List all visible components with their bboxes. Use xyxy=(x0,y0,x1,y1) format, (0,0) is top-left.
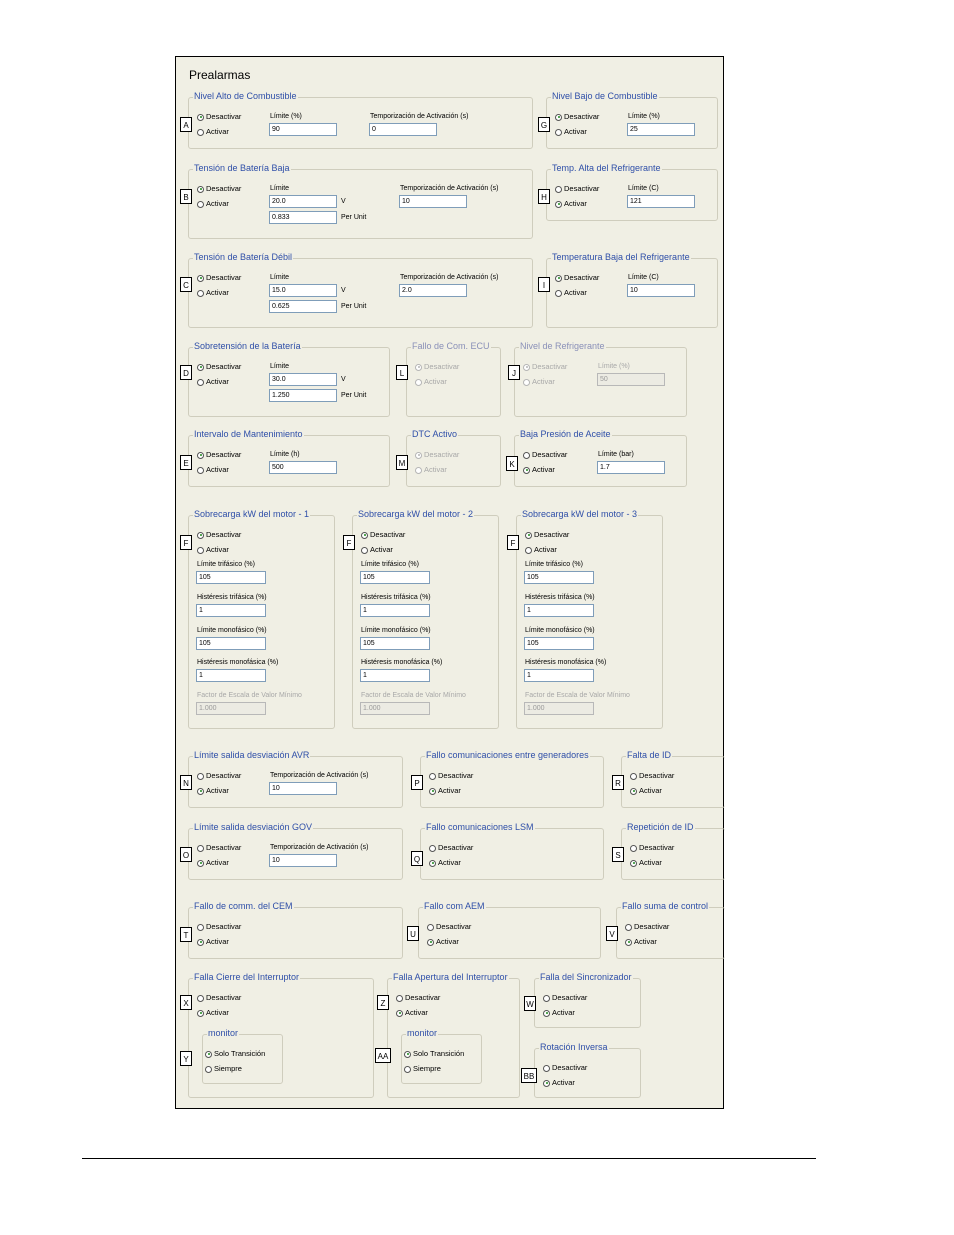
callout-n: N xyxy=(180,775,192,790)
limit-label: Límite (C) xyxy=(628,274,659,281)
radio-selected-icon xyxy=(197,364,204,371)
desactivar-radio[interactable]: Desactivar xyxy=(427,922,471,932)
delay-label: Temporización de Activación (s) xyxy=(400,185,499,192)
group-title: Nivel de Refrigerante xyxy=(520,341,605,351)
hyst-1ph-label: Histéresis monofásica (%) xyxy=(525,659,607,666)
activar-radio[interactable]: Activar xyxy=(555,127,587,137)
radio-empty-icon xyxy=(197,924,204,931)
radio-selected-icon xyxy=(415,452,422,459)
group-title: Fallo de comm. del CEM xyxy=(194,901,293,911)
limit-1ph-input[interactable]: 105 xyxy=(524,637,594,650)
per-unit-input[interactable]: 0.833 xyxy=(269,211,337,224)
per-unit-input[interactable]: 1.250 xyxy=(269,389,337,402)
limit-input[interactable]: 15.0 xyxy=(269,284,337,297)
activar-radio[interactable]: Activar xyxy=(555,199,587,209)
callout-l: L xyxy=(396,365,408,380)
radio-empty-icon xyxy=(361,547,368,554)
radio-selected-icon xyxy=(555,201,562,208)
callout-b: B xyxy=(180,189,192,204)
scale-factor-input: 1.000 xyxy=(524,702,594,715)
callout-t: T xyxy=(180,927,192,942)
limit-label: Límite xyxy=(270,363,290,370)
volt-unit: V xyxy=(341,376,346,383)
limit-input[interactable]: 1.7 xyxy=(597,461,665,474)
group-kw-1 xyxy=(188,509,335,729)
hyst-3ph-input[interactable]: 1 xyxy=(196,604,266,617)
radio-empty-icon xyxy=(197,547,204,554)
siempre-radio[interactable]: Siempre xyxy=(404,1064,441,1074)
callout-f-1: F xyxy=(180,535,192,550)
callout-j: J xyxy=(508,365,520,380)
radio-empty-icon xyxy=(427,924,434,931)
activar-radio[interactable]: Activar xyxy=(523,465,555,475)
limit-3ph-input[interactable]: 105 xyxy=(360,571,430,584)
activar-radio[interactable]: Activar xyxy=(197,199,229,209)
activar-radio[interactable]: Activar xyxy=(429,858,461,868)
group-title: Fallo de Com. ECU xyxy=(412,341,490,351)
group-falla-cierre xyxy=(188,972,374,1098)
callout-d: D xyxy=(180,365,192,380)
radio-empty-icon xyxy=(197,201,204,208)
limit-1ph-label: Límite monofásico (%) xyxy=(197,627,267,634)
delay-input[interactable]: 0 xyxy=(369,123,437,136)
radio-selected-icon xyxy=(415,364,422,371)
activar-radio[interactable]: Activar xyxy=(197,937,229,947)
group-presion-aceite xyxy=(514,429,687,487)
callout-bb: BB xyxy=(521,1068,537,1083)
radio-selected-icon xyxy=(197,860,204,867)
group-temp-baja xyxy=(546,252,718,328)
group-fallo-generadores xyxy=(420,750,604,808)
group-title: Repetición de ID xyxy=(627,822,694,832)
callout-f-3: F xyxy=(507,535,519,550)
radio-empty-icon xyxy=(197,467,204,474)
radio-empty-icon xyxy=(543,1065,550,1072)
delay-label: Temporización de Activación (s) xyxy=(270,772,369,779)
group-title: Intervalo de Mantenimiento xyxy=(194,429,303,439)
radio-selected-icon xyxy=(429,860,436,867)
callout-i: I xyxy=(538,277,550,292)
group-fallo-ecu xyxy=(406,341,501,417)
group-avr xyxy=(188,750,403,808)
group-title: Límite salida desviación AVR xyxy=(194,750,310,760)
activar-radio[interactable]: Activar xyxy=(197,127,229,137)
hyst-3ph-label: Histéresis trifásica (%) xyxy=(525,594,595,601)
group-title: Fallo comunicaciones LSM xyxy=(426,822,534,832)
desactivar-radio[interactable]: Desactivar xyxy=(543,1063,587,1073)
desactivar-radio: Desactivar xyxy=(415,450,459,460)
limit-3ph-input[interactable]: 105 xyxy=(196,571,266,584)
delay-label: Temporización de Activación (s) xyxy=(400,274,499,281)
solo-transicion-radio[interactable]: Solo Transición xyxy=(205,1049,265,1059)
limit-input[interactable]: 25 xyxy=(627,123,695,136)
callout-c: C xyxy=(180,277,192,292)
radio-empty-icon xyxy=(396,995,403,1002)
callout-p: P xyxy=(411,775,423,790)
activar-radio[interactable]: Activar xyxy=(197,377,229,387)
scale-factor-label: Factor de Escala de Valor Mínimo xyxy=(361,692,466,699)
group-temp-alta xyxy=(546,163,718,221)
activar-radio[interactable]: Activar xyxy=(197,858,229,868)
radio-selected-icon xyxy=(543,1010,550,1017)
limit-3ph-label: Límite trifásico (%) xyxy=(197,561,255,568)
limit-input[interactable]: 30.0 xyxy=(269,373,337,386)
activar-radio: Activar xyxy=(415,465,447,475)
group-repeticion-id xyxy=(621,822,725,880)
limit-1ph-label: Límite monofásico (%) xyxy=(525,627,595,634)
group-bateria-debil xyxy=(188,252,533,328)
activar-radio[interactable]: Activar xyxy=(543,1008,575,1018)
desactivar-radio[interactable]: Desactivar xyxy=(429,843,473,853)
group-title: monitor xyxy=(407,1028,438,1038)
delay-input[interactable]: 10 xyxy=(269,854,337,867)
callout-k: K xyxy=(506,456,518,471)
group-monitor xyxy=(202,1028,283,1084)
activar-radio[interactable]: Activar xyxy=(197,786,229,796)
limit-1ph-input[interactable]: 105 xyxy=(360,637,430,650)
activar-radio[interactable]: Activar xyxy=(197,545,229,555)
delay-label: Temporización de Activación (s) xyxy=(370,113,469,120)
desactivar-radio[interactable]: Desactivar xyxy=(197,993,241,1003)
desactivar-radio: Desactivar xyxy=(415,362,459,372)
desactivar-radio[interactable]: Desactivar xyxy=(625,922,669,932)
group-title: Fallo comunicaciones entre generadores xyxy=(426,750,589,760)
activar-radio[interactable]: Activar xyxy=(429,786,461,796)
callout-e: E xyxy=(180,455,192,470)
callout-aa: AA xyxy=(375,1048,391,1063)
scale-factor-label: Factor de Escala de Valor Mínimo xyxy=(197,692,302,699)
group-title: Sobrecarga kW del motor - 1 xyxy=(194,509,310,519)
radio-selected-icon xyxy=(197,114,204,121)
callout-f-2: F xyxy=(343,535,355,550)
desactivar-radio[interactable]: Desactivar xyxy=(197,112,241,122)
radio-empty-icon xyxy=(523,379,530,386)
radio-empty-icon xyxy=(197,773,204,780)
callout-z: Z xyxy=(377,995,389,1010)
radio-empty-icon xyxy=(555,186,562,193)
radio-selected-icon xyxy=(361,532,368,539)
delay-input[interactable]: 2.0 xyxy=(399,284,467,297)
callout-g: G xyxy=(538,117,550,132)
callout-h: H xyxy=(538,189,550,204)
hyst-1ph-input[interactable]: 1 xyxy=(360,669,430,682)
limit-1ph-input[interactable]: 105 xyxy=(196,637,266,650)
callout-x: X xyxy=(180,995,192,1010)
radio-empty-icon xyxy=(555,129,562,136)
radio-empty-icon xyxy=(630,845,637,852)
hyst-1ph-input[interactable]: 1 xyxy=(524,669,594,682)
per-unit-label: Per Unit xyxy=(341,303,367,310)
desactivar-radio[interactable]: Desactivar xyxy=(197,273,241,283)
callout-o: O xyxy=(180,847,192,862)
desactivar-radio[interactable]: Desactivar xyxy=(555,112,599,122)
callout-a: A xyxy=(180,117,192,132)
radio-selected-icon xyxy=(523,364,530,371)
radio-empty-icon xyxy=(625,924,632,931)
activar-radio: Activar xyxy=(415,377,447,387)
activar-radio[interactable]: Activar xyxy=(427,937,459,947)
activar-radio[interactable]: Activar xyxy=(630,786,662,796)
activar-radio[interactable]: Activar xyxy=(625,937,657,947)
radio-selected-icon xyxy=(197,788,204,795)
group-kw-3 xyxy=(516,509,663,729)
radio-selected-icon xyxy=(197,532,204,539)
radio-selected-icon xyxy=(429,788,436,795)
desactivar-radio: Desactivar xyxy=(523,362,567,372)
group-title: Tensión de Batería Baja xyxy=(194,163,290,173)
delay-label: Temporización de Activación (s) xyxy=(270,844,369,851)
group-title: Temp. Alta del Refrigerante xyxy=(552,163,661,173)
activar-radio[interactable]: Activar xyxy=(525,545,557,555)
callout-y: Y xyxy=(180,1051,192,1066)
activar-radio[interactable]: Activar xyxy=(543,1078,575,1088)
radio-selected-icon xyxy=(625,939,632,946)
callout-v: V xyxy=(606,926,618,941)
group-falla-sincronizador xyxy=(534,972,641,1028)
desactivar-radio[interactable]: Desactivar xyxy=(630,843,674,853)
radio-selected-icon xyxy=(523,467,530,474)
scale-factor-label: Factor de Escala de Valor Mínimo xyxy=(525,692,630,699)
radio-empty-icon xyxy=(205,1066,212,1073)
radio-empty-icon xyxy=(197,379,204,386)
desactivar-radio[interactable]: Desactivar xyxy=(361,530,405,540)
scale-factor-input: 1.000 xyxy=(196,702,266,715)
delay-input[interactable]: 10 xyxy=(269,782,337,795)
limit-label: Límite xyxy=(270,185,290,192)
group-title: Falla Cierre del Interruptor xyxy=(194,972,300,982)
hyst-1ph-label: Histéresis monofásica (%) xyxy=(197,659,279,666)
activar-radio: Activar xyxy=(523,377,555,387)
group-mantenimiento xyxy=(188,429,390,487)
group-monitor xyxy=(401,1028,482,1084)
desactivar-radio[interactable]: Desactivar xyxy=(197,450,241,460)
desactivar-radio[interactable]: Desactivar xyxy=(525,530,569,540)
radio-empty-icon xyxy=(197,129,204,136)
radio-selected-icon xyxy=(630,788,637,795)
radio-empty-icon xyxy=(415,467,422,474)
prealarmas-panel xyxy=(175,56,724,1109)
group-falla-apertura xyxy=(387,972,520,1098)
radio-selected-icon xyxy=(205,1051,212,1058)
desactivar-radio[interactable]: Desactivar xyxy=(197,843,241,853)
radio-selected-icon xyxy=(543,1080,550,1087)
group-nivel-bajo xyxy=(546,91,718,149)
volt-unit: V xyxy=(341,287,346,294)
limit-label: Límite (%) xyxy=(270,113,302,120)
radio-empty-icon xyxy=(197,845,204,852)
activar-radio[interactable]: Activar xyxy=(361,545,393,555)
limit-3ph-label: Límite trifásico (%) xyxy=(361,561,419,568)
limit-3ph-label: Límite trifásico (%) xyxy=(525,561,583,568)
hyst-3ph-input[interactable]: 1 xyxy=(360,604,430,617)
radio-selected-icon xyxy=(525,532,532,539)
radio-empty-icon xyxy=(525,547,532,554)
activar-radio[interactable]: Activar xyxy=(396,1008,428,1018)
group-sobretension xyxy=(188,341,390,417)
callout-w: W xyxy=(524,996,536,1011)
limit-3ph-input[interactable]: 105 xyxy=(524,571,594,584)
group-title: Nivel Alto de Combustible xyxy=(194,91,297,101)
group-fallo-lsm xyxy=(420,822,604,880)
group-title: Límite salida desviación GOV xyxy=(194,822,313,832)
radio-selected-icon xyxy=(197,1010,204,1017)
group-title: Tensión de Batería Débil xyxy=(194,252,293,262)
group-gov xyxy=(188,822,403,880)
activar-radio[interactable]: Activar xyxy=(197,465,229,475)
radio-empty-icon xyxy=(415,379,422,386)
activar-radio[interactable]: Activar xyxy=(197,1008,229,1018)
radio-selected-icon xyxy=(555,114,562,121)
callout-q: Q xyxy=(411,851,423,866)
per-unit-label: Per Unit xyxy=(341,392,367,399)
volt-unit: V xyxy=(341,198,346,205)
radio-empty-icon xyxy=(197,290,204,297)
radio-empty-icon xyxy=(543,995,550,1002)
hyst-1ph-label: Histéresis monofásica (%) xyxy=(361,659,443,666)
radio-selected-icon xyxy=(404,1051,411,1058)
group-title: Fallo suma de control xyxy=(622,901,709,911)
radio-selected-icon xyxy=(630,860,637,867)
desactivar-radio[interactable]: Desactivar xyxy=(197,362,241,372)
radio-empty-icon xyxy=(429,773,436,780)
limit-label: Límite (h) xyxy=(270,451,300,458)
limit-1ph-label: Límite monofásico (%) xyxy=(361,627,431,634)
radio-selected-icon xyxy=(427,939,434,946)
radio-selected-icon xyxy=(197,939,204,946)
limit-input[interactable]: 10 xyxy=(627,284,695,297)
hyst-3ph-label: Histéresis trifásica (%) xyxy=(197,594,267,601)
radio-selected-icon xyxy=(396,1010,403,1017)
limit-input: 50 xyxy=(597,373,665,386)
desactivar-radio[interactable]: Desactivar xyxy=(396,993,440,1003)
group-title: Temperatura Baja del Refrigerante xyxy=(552,252,690,262)
radio-selected-icon xyxy=(197,452,204,459)
limit-input[interactable]: 121 xyxy=(627,195,695,208)
callout-s: S xyxy=(612,847,624,862)
group-title: monitor xyxy=(208,1028,239,1038)
limit-label: Límite xyxy=(270,274,290,281)
desactivar-radio[interactable]: Desactivar xyxy=(543,993,587,1003)
group-title: Fallo com AEM xyxy=(424,901,485,911)
desactivar-radio[interactable]: Desactivar xyxy=(555,184,599,194)
group-title: Falta de ID xyxy=(627,750,672,760)
group-falta-id xyxy=(621,750,725,808)
callout-r: R xyxy=(612,775,624,790)
desactivar-radio[interactable]: Desactivar xyxy=(197,184,241,194)
delay-input[interactable]: 10 xyxy=(399,195,467,208)
desactivar-radio[interactable]: Desactivar xyxy=(630,771,674,781)
group-title: Nivel Bajo de Combustible xyxy=(552,91,658,101)
group-title: DTC Activo xyxy=(412,429,458,439)
scale-factor-input: 1.000 xyxy=(360,702,430,715)
activar-radio[interactable]: Activar xyxy=(630,858,662,868)
desactivar-radio[interactable]: Desactivar xyxy=(523,450,567,460)
limit-label: Límite (%) xyxy=(628,113,660,120)
group-title: Rotación Inversa xyxy=(540,1042,608,1052)
group-title: Falla del Sincronizador xyxy=(540,972,632,982)
group-title: Sobrecarga kW del motor - 3 xyxy=(522,509,638,519)
group-kw-2 xyxy=(352,509,499,729)
limit-input[interactable]: 20.0 xyxy=(269,195,337,208)
callout-m: M xyxy=(396,455,408,470)
siempre-radio[interactable]: Siempre xyxy=(205,1064,242,1074)
group-fallo-suma xyxy=(616,901,725,959)
desactivar-radio[interactable]: Desactivar xyxy=(197,771,241,781)
limit-input[interactable]: 90 xyxy=(269,123,337,136)
solo-transicion-radio[interactable]: Solo Transición xyxy=(404,1049,464,1059)
radio-empty-icon xyxy=(630,773,637,780)
radio-empty-icon xyxy=(197,995,204,1002)
group-nivel-refrigerante xyxy=(514,341,687,417)
hyst-3ph-input[interactable]: 1 xyxy=(524,604,594,617)
activar-radio[interactable]: Activar xyxy=(555,288,587,298)
radio-selected-icon xyxy=(555,275,562,282)
footer-rule xyxy=(82,1158,816,1159)
desactivar-radio[interactable]: Desactivar xyxy=(197,922,241,932)
radio-empty-icon xyxy=(404,1066,411,1073)
desactivar-radio[interactable]: Desactivar xyxy=(429,771,473,781)
radio-empty-icon xyxy=(523,452,530,459)
group-nivel-alto xyxy=(188,91,533,149)
group-title: Sobrecarga kW del motor - 2 xyxy=(358,509,474,519)
limit-label: Límite (bar) xyxy=(598,451,634,458)
desactivar-radio[interactable]: Desactivar xyxy=(555,273,599,283)
desactivar-radio[interactable]: Desactivar xyxy=(197,530,241,540)
activar-radio[interactable]: Activar xyxy=(197,288,229,298)
radio-empty-icon xyxy=(429,845,436,852)
hyst-1ph-input[interactable]: 1 xyxy=(196,669,266,682)
group-title: Sobretensión de la Batería xyxy=(194,341,301,351)
hyst-3ph-label: Histéresis trifásica (%) xyxy=(361,594,431,601)
per-unit-label: Per Unit xyxy=(341,214,367,221)
group-title: Falla Apertura del Interruptor xyxy=(393,972,508,982)
group-fallo-aem xyxy=(418,901,601,959)
limit-label: Límite (%) xyxy=(598,363,630,370)
callout-u: U xyxy=(407,926,419,941)
panel-title: Prealarmas xyxy=(189,68,251,82)
group-bateria-baja xyxy=(188,163,533,239)
limit-input[interactable]: 500 xyxy=(269,461,337,474)
group-dtc-activo xyxy=(406,429,501,487)
group-fallo-cem xyxy=(188,901,403,959)
limit-label: Límite (C) xyxy=(628,185,659,192)
group-rotacion-inversa xyxy=(534,1042,641,1098)
radio-selected-icon xyxy=(197,186,204,193)
radio-empty-icon xyxy=(555,290,562,297)
per-unit-input[interactable]: 0.625 xyxy=(269,300,337,313)
group-title: Baja Presión de Aceite xyxy=(520,429,611,439)
radio-selected-icon xyxy=(197,275,204,282)
